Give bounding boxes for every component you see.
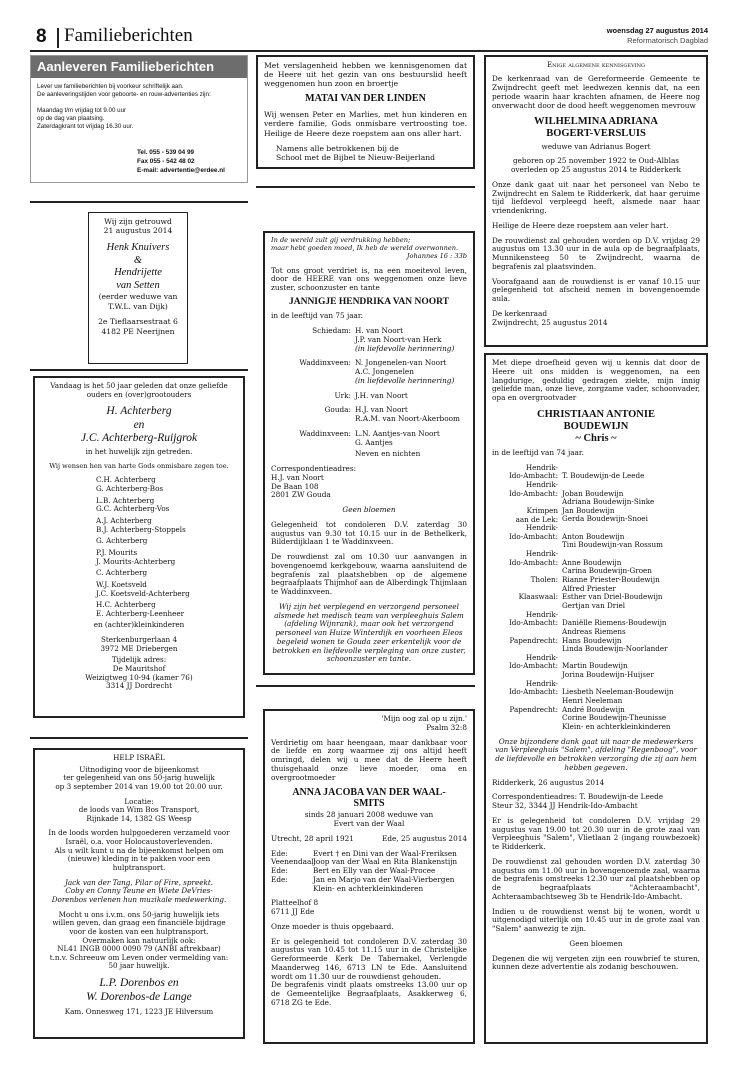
help-p1-2: ter gelegenheid van ons 50-jarig huwelijk bbox=[63, 773, 215, 783]
page-number: 8 bbox=[36, 26, 47, 47]
bogert-name bbox=[492, 116, 700, 140]
boudewijn-thanks: Onze bijzondere dank gaat uit naar de medewerkers van Verpleeghuis "Salem", afdeling "Regenboog", voor de liefdevolle en betrokken verzorging die zij aan hem hebben gegeven. bbox=[494, 736, 698, 772]
bw-fam-7a: Esther van Driel-Boudewijn bbox=[562, 592, 663, 602]
jubilee-family-5b: J. Mourits-Achterberg bbox=[96, 556, 176, 566]
smits-fam-2: Joop van der Waal en Rita Blankenstijn bbox=[313, 857, 458, 867]
smits-name bbox=[271, 787, 467, 809]
boudewijn-name-3: ~ Chris ~ bbox=[575, 432, 617, 444]
jubilee-married: in het huwelijk zijn getreden. bbox=[85, 446, 193, 456]
noort-flowers: Geen bloemen bbox=[342, 505, 396, 515]
bw-place-3a: Krimpen bbox=[526, 505, 558, 515]
header-divider bbox=[57, 28, 59, 48]
matai-name: MATAI VAN DER LINDEN bbox=[305, 93, 426, 105]
help-p4-2: Coby en Conny Teune en Wiete DeVries- bbox=[65, 886, 213, 896]
help-p5-2: willen geven, dan graag een financiële bijdrage bbox=[52, 918, 226, 928]
jubilee-intro-2: ouders en (over)grootouders bbox=[86, 389, 192, 399]
smits-p1: Er is gelegenheid tot condoleren D.V. zaterdag 30 augustus van 10.45 tot 11.15 uur in de Christelijke Gereformeerde Kerk De Tabernakel, Verlengde Maanderweg 146, 6713 LN te Ede. Aansluitend wordt om 11.30 uur de rouwdienst gehouden. bbox=[271, 936, 467, 981]
jubilee-family-4a: G. Achterberg bbox=[96, 536, 148, 546]
help-p3-4: (nieuwe) kleding in te pakken voor een bbox=[67, 854, 211, 864]
wedding-note-2: T.W.L. van Dijk) bbox=[108, 301, 168, 311]
help-p3-2: Israël, o.a. voor Holocaustoverlevenden. bbox=[65, 837, 213, 847]
bw-place-6: Tholen: bbox=[530, 575, 558, 585]
bw-fam-9b: Linda Boudewijn-Noorlander bbox=[562, 644, 668, 654]
col2-rule-1 bbox=[256, 186, 475, 188]
help-israel-ad bbox=[33, 748, 245, 1039]
wedding-name-3: Hendrijette bbox=[114, 267, 162, 279]
help-p5-6: t.n.v. Schreeuw om Leven onder vermelding van: bbox=[49, 952, 229, 962]
matai-intro: Met verslagenheid hebben we kennisgenomen dat de Heere uit het gezin van ons bestuurslid heeft weggenomen hun zoon en broertje bbox=[264, 61, 467, 89]
smits-laid: Onze moeder is thuis opgebaard. bbox=[271, 921, 394, 931]
bw-fam-4a: Anton Boudewijn bbox=[562, 531, 625, 541]
boudewijn-p2: De rouwdienst zal gehouden worden D.V. zaterdag 30 augustus om 11.00 uur in bovengenoemde zaal, waarna de begrafenis omstreeks 12.30 uur zal plaatshebben op de begraafplaats "Achteraambacht", Achteraambachtseweg 3b te Hendrik-Ido-Ambacht. bbox=[492, 856, 700, 901]
bw-place-10b: Ido-Ambacht: bbox=[508, 661, 558, 671]
bogert-ad bbox=[484, 55, 708, 347]
bw-fam-9a: Hans Boudewijn bbox=[562, 635, 622, 645]
smits-fam-3: Bert en Elly van der Waal-Procee bbox=[313, 866, 436, 875]
bogert-label: Enige algemene kennisgeving bbox=[546, 61, 646, 69]
noort-place-2: Waddinxveen: bbox=[299, 358, 351, 368]
help-p5-4: Overmaken kan natuurlijk ook: bbox=[82, 935, 196, 945]
wedding-address-2: 4182 PE Neerijnen bbox=[101, 326, 175, 336]
matai-ad bbox=[256, 55, 475, 169]
bw-fam-1a: T. Boudewijn-de Leede bbox=[562, 471, 645, 481]
jubilee-family-3a: A.J. Achterberg bbox=[96, 516, 152, 526]
noort-fam-5b: G. Aantjes bbox=[355, 437, 393, 447]
smits-fam-1: Evert † en Dini van der Waal-Freriksen bbox=[313, 848, 457, 858]
noort-place-5: Waddinxveen: bbox=[299, 428, 351, 438]
jubilee-family-6a: C. Achterberg bbox=[96, 568, 148, 578]
jubilee-temp-3: Weizigtweg 10-94 (kamer 76) bbox=[85, 672, 193, 682]
boudewijn-corr-1: Correspondentieadres: T. Boudewijn-de Leede bbox=[492, 792, 664, 802]
noort-corr-1: H.J. van Noort bbox=[271, 472, 324, 482]
boudewijn-date: Ridderkerk, 26 augustus 2014 bbox=[492, 777, 605, 787]
smits-born: Utrecht, 28 april 1921 bbox=[271, 833, 354, 843]
bw-fam-4b: Tini Boudewijn-van Rossum bbox=[562, 540, 663, 550]
aanleveren-tel: Tel. 055 - 539 04 99 bbox=[137, 149, 195, 156]
jubilee-grandchildren: en (achter)kleinkinderen bbox=[93, 620, 185, 630]
smits-place-4: Ede: bbox=[271, 874, 288, 884]
help-title: HELP ISRAËL bbox=[113, 753, 165, 762]
smits-sub-1: sinds 28 januari 2008 weduwe van bbox=[304, 810, 434, 820]
noort-fam-5a: L.N. Aantjes-van Noort bbox=[355, 428, 440, 438]
noort-fam-2a: N. Jongenelen-van Noort bbox=[355, 358, 447, 368]
jubilee-family-3b: B.J. Achterberg-Stoppels bbox=[96, 524, 186, 534]
bw-fam-2a: Joban Boudewijn bbox=[562, 488, 624, 498]
aanleveren-time-2: op de dag van plaatsing. bbox=[37, 115, 105, 123]
noort-fam-2b: A.C. Jongenelen bbox=[355, 367, 414, 377]
jubilee-temp-1: Tijdelijk adres: bbox=[111, 655, 167, 665]
jubilee-family-7b: J.C. Koetsveld-Achterberg bbox=[96, 588, 190, 598]
wedding-name-4: van Setten bbox=[116, 279, 160, 291]
smits-fam-4b: Klein- en achterkleinkinderen bbox=[313, 883, 424, 893]
help-p4-3: Dorenbos verlenen hun muzikale medewerking. bbox=[51, 894, 227, 904]
jubilee-family-2a: L.B. Achterberg bbox=[96, 495, 155, 505]
bogert-intro: De kerkenraad van de Gereformeerde Gemeente te Zwijndrecht geeft met leedwezen kennis dat, na een periode waarin haar krachten afnamen, de Heere nog onverwacht door de dood heeft weggenomen mevrouw bbox=[492, 74, 700, 110]
noort-ref: Johannes 16 : 33b bbox=[406, 251, 467, 260]
jubilee-address-1: Sterkenburgerlaan 4 bbox=[100, 635, 178, 645]
smits-address-2: 6711 JJ Ede bbox=[271, 907, 315, 916]
smits-place-3: Ede: bbox=[271, 866, 288, 875]
noort-nephews: Neven en nichten bbox=[355, 449, 421, 459]
noort-corr-2: De Baan 108 bbox=[271, 481, 319, 491]
jubilee-name-1: H. Achterberg bbox=[106, 405, 172, 418]
noort-age: in de leeftijd van 75 jaar. bbox=[271, 311, 363, 321]
noort-corr-3: 2801 ZW Gouda bbox=[271, 490, 331, 500]
jubilee-family-8a: H.C. Achterberg bbox=[96, 600, 156, 610]
bw-fam-8a: Daniëlle Riemens-Boudewijn bbox=[562, 618, 667, 628]
jubilee-temp-4: 3314 JJ Dordrecht bbox=[106, 681, 172, 691]
help-name-2: W. Dorenbos-de Lange bbox=[86, 990, 192, 1003]
bw-fam-7b: Gertjan van Driel bbox=[562, 600, 626, 610]
bw-place-8b: Ido-Ambacht: bbox=[508, 618, 558, 628]
noort-fam-1c: (in liefdevolle herinnering) bbox=[355, 343, 455, 353]
smits-ref: Psalm 32:8 bbox=[426, 722, 467, 732]
aanleveren-fax: Fax 055 - 542 48 02 bbox=[137, 157, 195, 165]
smits-address-1: Platteelhof 8 bbox=[271, 898, 319, 908]
boudewijn-p4: Degenen die wij vergeten zijn een rouwbrief te sturen, kunnen deze advertentie als zodanig beschouwen. bbox=[492, 953, 700, 972]
noort-name: JANNIGJE HENDRIKA VAN NOORT bbox=[288, 296, 450, 307]
smits-fam-4a: Jan en Marjo van der Waal-Vierbergen bbox=[313, 874, 455, 884]
smits-name-1: ANNA JACOBA VAN DER WAAL- bbox=[292, 787, 446, 799]
jubilee-family-1b: G. Achterberg-Bos bbox=[96, 484, 164, 494]
smits-intro: Verdrietig om haar heengaan, maar dankbaar voor de liefde en zorg waarmee zij ons altijd heeft omringd, delen wij u mee dat de Heere heeft thuisgehaald onze lieve moeder, oma en overgrootmoeder bbox=[271, 737, 467, 782]
jubilee-family-8b: E. Achterberg-Leenheer bbox=[96, 608, 185, 618]
boudewijn-name-2: BOUDEWIJN bbox=[563, 420, 629, 432]
col1-rule-3 bbox=[30, 737, 248, 739]
help-p5-5: NL41 INGB 0000 0090 79 (ANBI aftrekbaar) bbox=[57, 944, 221, 954]
boudewijn-name-1: CHRISTIAAN ANTONIE bbox=[537, 408, 655, 420]
bw-fam-10b: Jorina Boudewijn-Huijser bbox=[562, 670, 654, 680]
bw-place-1b: Ido-Ambacht: bbox=[508, 471, 558, 481]
jubilee-family-5a: P.J. Mourits bbox=[96, 547, 138, 557]
smits-place-1: Ede: bbox=[271, 848, 288, 858]
wedding-name-1: Henk Knuivers bbox=[106, 241, 170, 253]
bogert-p4: Voorafgaand aan de rouwdienst is er vanaf 10.15 uur gelegenheid tot afscheid nemen in bovengenoemde aula. bbox=[492, 276, 700, 304]
noort-place-3: Urk: bbox=[334, 390, 351, 400]
bogert-sign-2: Zwijndrecht, 25 augustus 2014 bbox=[492, 317, 608, 327]
jubilee-address-2: 3972 ME Driebergen bbox=[100, 643, 178, 653]
help-p3-3: Als u wilt kunt u na de bijeenkomst helpen om bbox=[54, 845, 224, 855]
help-p5-3: voor de kosten van een hulptransport. bbox=[69, 926, 209, 936]
jubilee-family-1a: C.H. Achterberg bbox=[96, 475, 156, 485]
boudewijn-flowers: Geen bloemen bbox=[569, 938, 623, 948]
help-p5-1: Mocht u ons i.v.m. ons 50-jarig huwelijk iets bbox=[58, 909, 220, 919]
noort-quote-1: In de wereld zult gij verdrukking hebben; bbox=[271, 236, 411, 244]
aanleveren-time-3: Zaterdagkrant tot vrijdag 16.30 uur. bbox=[37, 123, 134, 131]
noort-thanks: Wij zijn het verplegend en verzorgend personeel alsmede het medisch team van verpleeghuis Salem (afdeling Wijnrank), maar ook het verzorgend personeel van Huize Winterdijk en voorheen Eleos begeleid wonen te Gouda zeer erkentelijk voor de betrokken en liefdevolle verpleging van onze zuster, schoonzuster en tante. bbox=[272, 601, 466, 664]
aanleveren-title: Aanleveren Familieberichten bbox=[31, 56, 247, 78]
header-paper: Reformatorisch Dagblad bbox=[627, 36, 708, 45]
help-name-1: L.P. Dorenbos en bbox=[99, 977, 179, 990]
bw-fam-12a: André Boudewijn bbox=[562, 704, 625, 714]
bogert-p3: De rouwdienst zal gehouden worden op D.V. vrijdag 29 augustus om 13.30 uur in de aula op de begraafplaats, Munnikensteeg 50 te Zwijndrecht, waarna de begrafenis zal plaatsvinden. bbox=[492, 235, 700, 271]
noort-p1: Gelegenheid tot condoleren D.V. zaterdag 30 augustus van 9.30 tot 10.15 uur in de Bethelkerk, Bilderdijklaan 1 te Waddinxveen. bbox=[271, 519, 467, 547]
col1-rule-2 bbox=[30, 369, 248, 371]
aanleveren-email[interactable]: E-mail: advertentie@erdee.nl bbox=[137, 166, 225, 174]
boudewijn-p1: Er is gelegenheid tot condoleren D.V. vrijdag 29 augustus van 19.00 tot 20.30 uur in de grote zaal van Verpleeghuis "Salem", Vlietlaan 2 (ingang rouwbezoek) te Ridderkerk. bbox=[492, 815, 700, 852]
header-date: woensdag 27 augustus 2014 bbox=[606, 26, 708, 35]
noort-fam-1b: J.P. van Noort-van Herk bbox=[355, 334, 442, 344]
help-address: Kam. Onnesweg 171, 1223 JE Hilversum bbox=[64, 1006, 214, 1016]
col2-rule-2 bbox=[256, 685, 475, 687]
bw-fam-3a: Jan Boudewijn bbox=[562, 505, 615, 515]
boudewijn-age: in de leeftijd van 74 jaar. bbox=[492, 447, 584, 457]
jubilee-wish: Wij wensen hen van harte Gods onmisbare zegen toe. bbox=[49, 461, 229, 470]
aanleveren-line-2: De aanleveringstijden voor geboorte- en rouw-advertenties zijn: bbox=[37, 91, 211, 99]
help-p5-7: 50 jaar huwelijk. bbox=[108, 961, 170, 971]
bogert-name-1: WILHELMINA ADRIANA bbox=[534, 116, 658, 128]
bw-place-5b: Ido-Ambacht: bbox=[508, 557, 558, 567]
noort-ad bbox=[263, 231, 475, 675]
jubilee-intro-1: Vandaag is het 50 jaar geleden dat onze geliefde bbox=[50, 381, 228, 390]
noort-intro: Tot ons groot verdriet is, na een moeitevol leven, door de HEERE van ons weggenomen onze lieve zuster, schoonzuster en tante bbox=[271, 265, 467, 293]
bogert-born-2: overleden op 25 augustus 2014 te Ridderkerk bbox=[511, 165, 681, 175]
bw-fam-3b: Gerda Boudewijn-Snoei bbox=[562, 514, 648, 524]
noort-p2: De rouwdienst zal om 10.30 uur aanvangen in bovengenoemd kerkgebouw, waarna aansluitend de begrafenis zal plaatshebben op de algemene begraafplaats Thijmhof aan de Alberdingk Thijmlaan te Waddinxveen. bbox=[271, 552, 467, 597]
smits-name-2: SMITS bbox=[353, 798, 385, 810]
header-rule bbox=[30, 50, 708, 52]
smits-quote: 'Mijn oog zal op u zijn.' bbox=[381, 714, 467, 723]
bogert-p2: Heilige de Heere deze roepstem aan veler hart. bbox=[492, 220, 669, 230]
smits-place-2: Veenendaal: bbox=[271, 857, 317, 867]
noort-fam-4b: R.A.M. van Noort-Akerboom bbox=[355, 414, 460, 424]
help-p1-3: op 3 september 2014 van 19.00 tot 20.00 uur. bbox=[55, 781, 223, 791]
smits-ad bbox=[263, 709, 475, 1044]
jubilee-name-2: en bbox=[133, 418, 145, 431]
smits-p2: De begrafenis vindt plaats omstreeks 13.00 uur op de Gemeentelijke Begraafplaats, Asakkerweg 6, 6718 ZG te Ede. bbox=[271, 980, 467, 1007]
matai-text: Wij wensen Peter en Marlies, met hun kinderen en verdere familie, Gods onmisbare vertroosting toe. Heilige de Heere deze roepstem aan ons aller hart. bbox=[264, 110, 467, 138]
boudewijn-p3: Indien u de rouwdienst wenst bij te wonen, wordt u uitgenodigd uiterlijk om 10.45 uur in de grote zaal van "Salem" aanwezig te zijn. bbox=[492, 906, 700, 934]
bogert-name-2: BOGERT-VERSLUIS bbox=[546, 128, 646, 140]
noort-fam-4a: H.J. van Noort bbox=[355, 405, 408, 415]
bw-place-9: Papendrecht: bbox=[509, 635, 558, 645]
bw-place-7: Klaaswaal: bbox=[518, 592, 558, 602]
bw-place-12: Papendrecht: bbox=[509, 704, 558, 714]
bw-place-2a: Hendrik- bbox=[525, 479, 558, 489]
wedding-intro-1: Wij zijn getrouwd bbox=[104, 217, 172, 226]
bw-place-4a: Hendrik- bbox=[525, 523, 558, 533]
help-p4-1: Jack van der Tang, Pilar of Fire, spreekt. bbox=[64, 877, 213, 887]
bw-fam-11b: Henri Neeleman bbox=[562, 695, 623, 705]
noort-fam-1a: H. van Noort bbox=[355, 326, 404, 336]
noort-fam-3a: J.H. van Noort bbox=[355, 390, 408, 400]
bw-place-10a: Hendrik- bbox=[525, 652, 558, 662]
noort-quote-2: maar hebt goeden moed, Ik heb de wereld overwonnen. bbox=[271, 243, 459, 252]
aanleveren-line-1: Lever uw familieberichten bij voorkeur schriftelijk aan. bbox=[37, 83, 184, 90]
boudewijn-name bbox=[492, 409, 700, 445]
noort-place-4: Gouda: bbox=[324, 405, 351, 415]
aanleveren-time-1: Maandag t/m vrijdag tot 9.00 uur bbox=[37, 106, 127, 114]
bogert-sub: weduwe van Adrianus Bogert bbox=[541, 141, 651, 151]
bogert-sign-1: De kerkenraad bbox=[492, 308, 548, 318]
jubilee-family-2b: G.C. Achterberg-Vos bbox=[96, 504, 170, 514]
bw-place-1a: Hendrik- bbox=[525, 462, 558, 472]
col1-rule-1 bbox=[30, 201, 248, 203]
bw-place-11b: Ido-Ambacht: bbox=[508, 687, 558, 697]
wedding-intro-2: 21 augustus 2014 bbox=[103, 226, 173, 236]
bw-fam-5a: Anne Boudewijn bbox=[562, 557, 622, 567]
bw-fam-2b: Adriana Boudewijn-Sinke bbox=[562, 497, 655, 507]
smits-died: Ede, 25 augustus 2014 bbox=[382, 833, 467, 843]
bw-place-2b: Ido-Ambacht: bbox=[508, 488, 558, 498]
help-p2-1: Locatie: bbox=[124, 796, 154, 806]
help-p3-1: In de loods worden hulpgoederen verzameld voor bbox=[48, 828, 230, 838]
smits-sub-2: Evert van der Waal bbox=[333, 819, 405, 828]
bw-fam-5b: Carina Boudewijn-Groen bbox=[562, 566, 652, 576]
wedding-note-1: (eerder weduwe van bbox=[98, 292, 178, 302]
help-p3-5: hulptransport. bbox=[112, 863, 166, 873]
help-p2-3: Rijnkade 14, 1382 GS Weesp bbox=[86, 813, 192, 823]
section-title: Familieberichten bbox=[64, 25, 193, 46]
boudewijn-intro: Met diepe droefheid geven wij u kennis dat door de Heere uit ons midden is weggenomen, na een langdurige, geduldig gedragen ziekte, mijn innig geliefde man, onze lieve, zorgzame vader, schoonvader, opa en overgrootvader bbox=[492, 358, 700, 402]
bw-place-5a: Hendrik- bbox=[525, 549, 558, 559]
help-p2-2: de loods van Wim Bos Transport, bbox=[78, 805, 200, 815]
bw-fam-6a: Rianne Priester-Boudewijn bbox=[562, 575, 660, 585]
noort-corr-label: Correspondentieadres: bbox=[271, 464, 357, 474]
boudewijn-corr-2: Steur 32, 3344 JJ Hendrik-Ido-Ambacht bbox=[492, 801, 638, 811]
jubilee-ad bbox=[33, 376, 245, 718]
wedding-ad bbox=[88, 212, 188, 364]
jubilee-name-3: J.C. Achterberg-Ruijgrok bbox=[80, 431, 198, 444]
bogert-p1: Onze dank gaat uit naar het personeel van Nebo te Zwijndrecht en Salem te Ridderkerk, dat haar geruime tijd liefdevol verpleegd heeft, alsmede naar haar vriendenkring. bbox=[492, 179, 700, 216]
boudewijn-ad bbox=[484, 353, 708, 1044]
matai-sign-1: Namens alle betrokkenen bij de bbox=[276, 143, 399, 153]
bw-fam-12c: Klein- en achterkleinkinderen bbox=[562, 721, 671, 731]
aanleveren-box bbox=[30, 55, 248, 183]
wedding-name-2: & bbox=[133, 254, 143, 266]
page-header bbox=[30, 24, 708, 50]
bw-fam-6b: Alfred Priester bbox=[562, 583, 616, 593]
noort-place-1: Schiedam: bbox=[312, 326, 351, 336]
matai-sign-2: School met de Bijbel te Nieuw-Beijerland bbox=[276, 152, 435, 162]
bw-place-8a: Hendrik- bbox=[525, 609, 558, 619]
bw-fam-8b: Andreas Riemens bbox=[562, 626, 626, 636]
help-p1-1: Uitnodiging voor de bijeenkomst bbox=[79, 764, 199, 774]
bw-place-3b: aan de Lek: bbox=[515, 514, 558, 524]
bogert-born-1: geboren op 25 november 1922 te Oud-Alblas bbox=[512, 156, 680, 166]
bw-place-4b: Ido-Ambacht: bbox=[508, 531, 558, 541]
bw-place-11a: Hendrik- bbox=[525, 678, 558, 688]
jubilee-temp-2: De Mauritshof bbox=[112, 664, 166, 674]
wedding-address-1: 2e Tieflaarsestraat 6 bbox=[98, 317, 178, 327]
noort-fam-2c: (in liefdevolle herinnering) bbox=[355, 375, 455, 385]
bw-fam-12b: Corine Boudewijn-Theunisse bbox=[562, 713, 667, 723]
bw-fam-10a: Martin Boudewijn bbox=[562, 661, 628, 671]
jubilee-family-7a: W.J. Koetsveld bbox=[96, 579, 147, 589]
bw-fam-11a: Liesbeth Neeleman-Boudewijn bbox=[562, 687, 674, 697]
